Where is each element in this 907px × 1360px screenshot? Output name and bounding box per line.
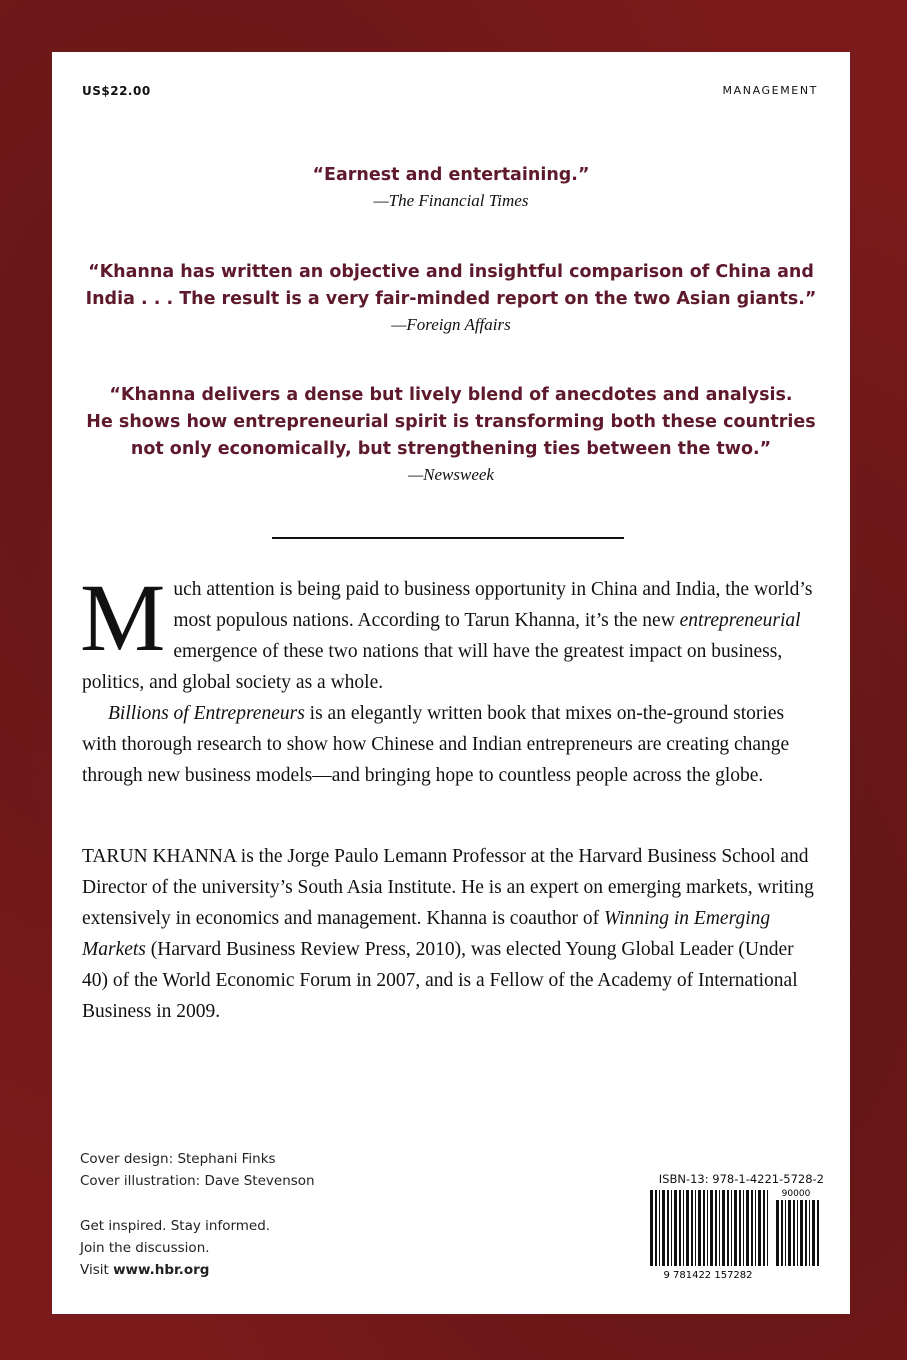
bio-text: is the Jorge Paulo Lemann Professor at the Harvard Business School and Director of the university’s South Asia Institute. He is an expert on emerging markets, writing extensively in economics and management. Khanna is coauthor of [82,846,814,929]
barcode-bar [715,1190,717,1266]
barcode-bar [707,1190,708,1266]
visit-label: Visit [80,1262,114,1278]
quote-foreign-affairs [52,259,850,335]
quote-line: “Khanna delivers a dense but lively blend of anecdotes and analysis. [109,385,793,405]
drop-cap: M [80,564,166,671]
cover-credits [80,1148,315,1192]
barcode-bar [683,1190,684,1266]
barcode-bar [785,1200,786,1266]
quote-line: He shows how entrepreneurial spirit is transforming both these countries [86,412,816,432]
barcode-addon-bars [776,1200,819,1266]
barcode-bar [734,1190,737,1266]
barcode-main-bars [650,1190,768,1266]
barcode-bar [719,1190,720,1266]
description-emphasis: entrepreneurial [679,610,801,631]
cover-design-credit: Cover design: Stephani Finks [80,1151,276,1167]
barcode-bar [710,1190,713,1266]
barcode-bar [671,1190,672,1266]
barcode-bar [763,1190,765,1266]
quote-line: India . . . The result is a very fair-minded report on the two Asian giants.” [85,289,817,309]
barcode-bar [809,1200,810,1266]
barcode-bar [800,1200,803,1266]
barcode-bar [662,1190,665,1266]
website-link[interactable]: www.hbr.org [113,1262,210,1278]
description-text: is an elegantly written book that mixes on-the-ground stories with thorough research to show how Chinese and Indian entrepreneurs are creating change through new business models—and bringing hope to countless people across the globe. [82,703,790,786]
quote-line: “Khanna has written an objective and insightful comparison of China and [88,262,814,282]
barcode-bar [751,1190,753,1266]
price: US$22.00 [82,84,151,98]
barcode [644,1188,824,1280]
barcode-bar [667,1190,669,1266]
barcode-bar [650,1190,653,1266]
barcode-bar [743,1190,744,1266]
barcode-bar [755,1190,756,1266]
barcode-bar [797,1200,798,1266]
description-text: emergence of these two nations that will have the greatest impact on business, politics, and global society as a whole. [82,641,783,693]
quote-source: —The Financial Times [373,191,529,210]
barcode-bar [781,1200,783,1266]
barcode-bar [695,1190,696,1266]
promo-visit [80,1259,270,1281]
isbn-block [644,1172,824,1280]
isbn-label: ISBN-13: 978-1-4221-5728-2 [658,1172,824,1186]
barcode-bar [674,1190,677,1266]
bio-text: (Harvard Business Review Press, 2010), was elected Young Global Leader (Under 40) of the World Economic Forum in 2007, and is a Fellow of the Academy of International Business in 2009. [82,939,798,1022]
promo [80,1215,270,1281]
barcode-bar [793,1200,795,1266]
book-title: Billions of Entrepreneurs [108,703,305,724]
quote-line: not only economically, but strengthening ties between the two.” [130,439,772,459]
quote-newsweek [52,382,850,485]
barcode-bar [727,1190,729,1266]
back-cover-panel [52,52,850,1314]
quote-source: —Newsweek [408,465,494,484]
description-text: uch attention is being paid to business opportunity in China and India, the world’s most populous nations. According to Tarun Khanna, it’s the new [173,579,813,631]
divider-rule [272,537,624,539]
barcode-bar [812,1200,815,1266]
barcode-bar [788,1200,791,1266]
barcode-bar [679,1190,681,1266]
promo-line: Get inspired. Stay informed. [80,1218,271,1234]
quote-text: “Earnest and entertaining.” [312,165,590,185]
author-name: TARUN KHANNA [82,846,236,867]
barcode-bar [659,1190,660,1266]
barcode-bar [722,1190,725,1266]
barcode-bar [758,1190,761,1266]
barcode-bar [767,1190,768,1266]
cover-illustration-credit: Cover illustration: Dave Stevenson [80,1173,315,1189]
description [80,564,822,791]
quote-financial-times [52,162,850,211]
barcode-bar [731,1190,732,1266]
barcode-addon-digits: 90000 [781,1189,811,1199]
barcode-bar [817,1200,819,1266]
barcode-digits: 9 781422 157282 [663,1270,753,1280]
barcode-bar [698,1190,701,1266]
promo-line: Join the discussion. [80,1240,210,1256]
quote-source: —Foreign Affairs [391,315,511,334]
barcode-bar [655,1190,657,1266]
barcode-bar [686,1190,689,1266]
category-label: MANAGEMENT [722,84,818,97]
barcode-bar [703,1190,705,1266]
barcode-bar [776,1200,779,1266]
barcode-bar [805,1200,807,1266]
barcode-bar [739,1190,741,1266]
related-book-title: Winning in Emerging Markets [82,908,771,960]
barcode-bar [746,1190,749,1266]
barcode-bar [691,1190,693,1266]
author-bio [82,841,822,1027]
